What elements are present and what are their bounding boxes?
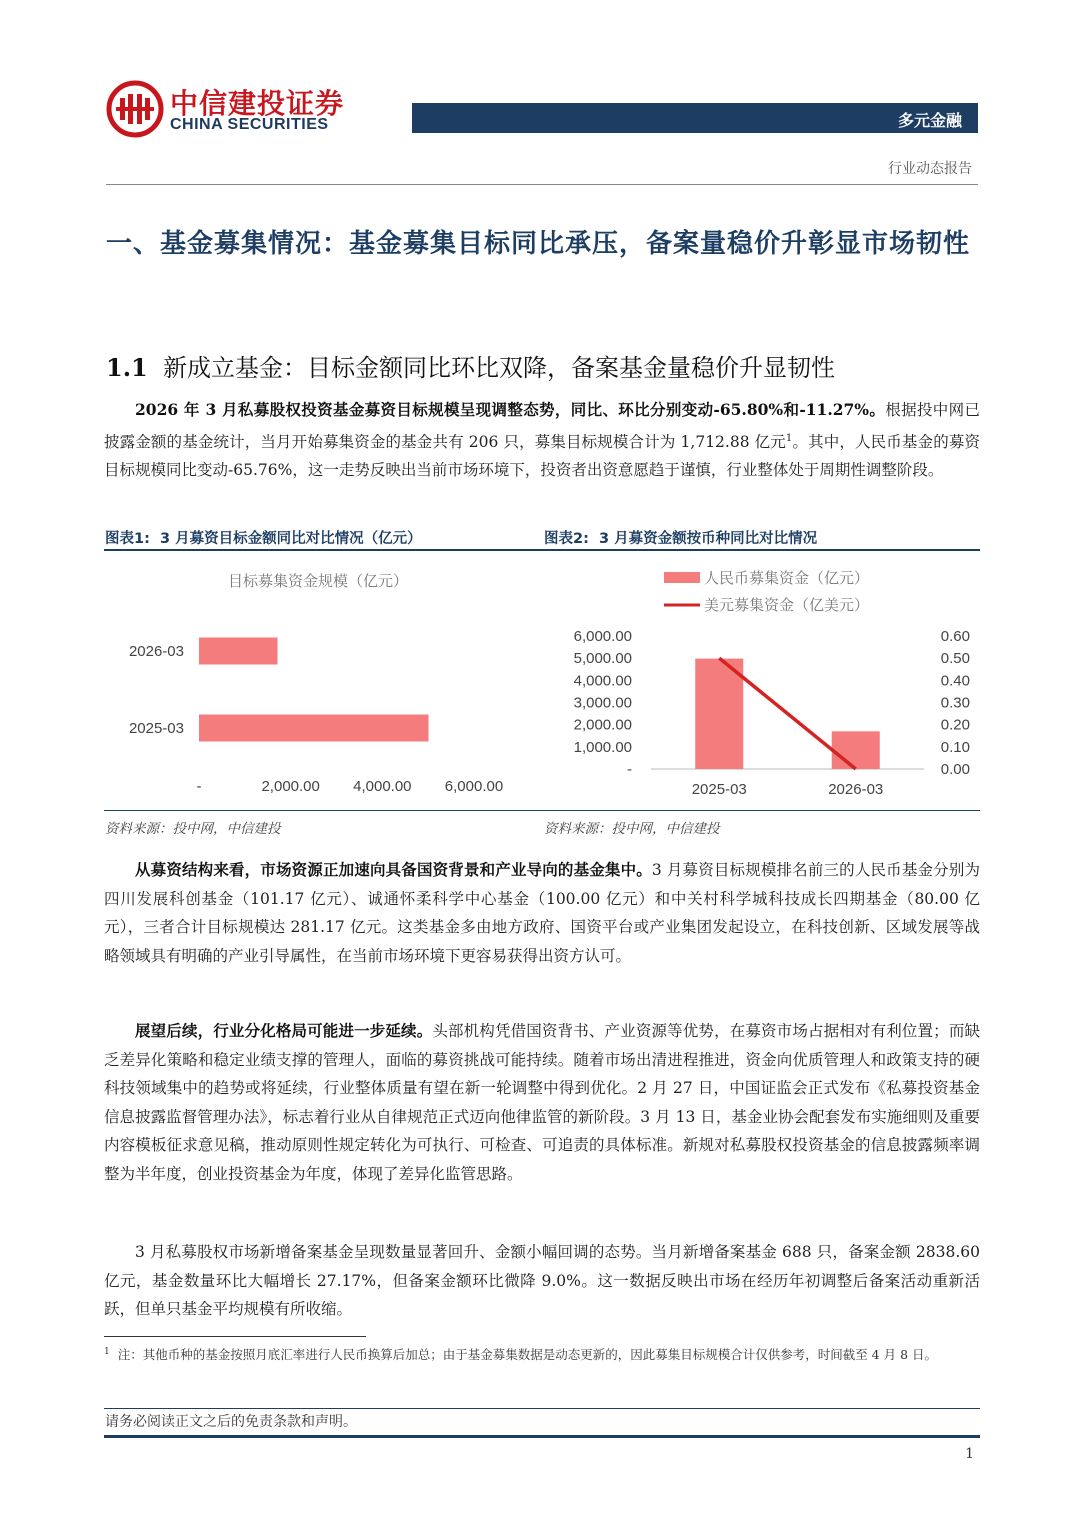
figure1-caption: [105, 527, 422, 548]
sector-banner: [412, 103, 978, 133]
section-heading: 一、基金募集情况：基金募集目标同比承压，备案量稳价升彰显市场韧性: [106, 229, 971, 259]
y-left-tick-label: 3,000.00: [573, 694, 632, 712]
paragraph-text: 。其中，人民币基金的募资目标规模同比变动-65.76%，这一走势反映出当前市场环境下，投资者出资意愿趋于谨慎，行业整体处于周期性调整阶段。: [104, 432, 980, 480]
chart-currency-fundraising: [544, 556, 980, 806]
disclaimer: 请务必阅读正文之后的免责条款和声明。: [105, 1414, 357, 1430]
category-label: 2025-03: [691, 781, 747, 798]
y-left-tick-label: 1,000.00: [573, 738, 632, 756]
x-tick-label: 6,000.00: [444, 778, 504, 795]
footnote-marker: 1: [104, 1347, 110, 1357]
paragraph-lead: 2026 年 3 月私募股权投资基金募资目标规模呈现调整态势，同比、环比分别变动-65.80%和-11.27%。: [135, 400, 886, 419]
y-left-tick-label: 4,000.00: [573, 672, 632, 690]
bar: [199, 638, 278, 665]
footnote-text: 注：其他币种的基金按照月底汇率进行人民币换算后加总；由于基金募集数据是动态更新的，因此募集目标规模合计仅供参考，时间截至 4 月 8 日。: [117, 1347, 937, 1363]
subsection-heading: [106, 348, 835, 383]
y-left-tick-label: 5,000.00: [573, 650, 632, 668]
category-label: 2026-03: [828, 781, 884, 798]
logo-icon: [106, 80, 164, 138]
figure1-source: 资料来源：投中网，中信建投: [105, 821, 281, 837]
figure1-label: 图表1:: [105, 531, 150, 547]
subsection-number: 1.1: [106, 353, 148, 382]
legend-label-usd: 美元募集资金（亿美元）: [704, 597, 870, 614]
category-label: 2025-03: [128, 720, 184, 737]
page-number: 1: [965, 1446, 974, 1462]
footer-divider: [104, 1408, 980, 1409]
legend-label-rmb: 人民币募集资金（亿元）: [704, 570, 870, 587]
paragraph: [104, 1017, 980, 1188]
paragraph: [104, 856, 980, 970]
y-right-tick-label: 0.50: [940, 650, 970, 668]
figure2-label: 图表2:: [544, 531, 589, 547]
paragraph-text: 根据投中网已披露金额的基金统计，当月开始募集资金的基金共有 206 只，募集目标规模合计为 1,712.88 亿元: [104, 401, 980, 451]
chart1-title: 目标募集资金规模（亿元）: [227, 573, 409, 590]
figure-bottom-rule: [104, 810, 980, 811]
bar: [199, 715, 429, 742]
figure-top-rule: [104, 549, 980, 551]
paragraph-lead: 展望后续，行业分化格局可能进一步延续。: [135, 1021, 433, 1040]
y-right-tick-label: 0.20: [940, 716, 970, 734]
y-right-tick-label: 0.40: [940, 672, 970, 690]
legend-swatch-rmb: [664, 572, 700, 583]
x-tick-label: 2,000.00: [261, 778, 320, 795]
y-right-tick-label: 0.10: [940, 738, 970, 756]
x-tick-label: -: [196, 778, 202, 795]
header-divider: [106, 184, 978, 185]
y-right-tick-label: 0.30: [940, 694, 970, 712]
brand-name-en: CHINA SECURITIES: [170, 116, 329, 133]
y-left-tick-label: 6,000.00: [573, 628, 632, 645]
bar: [695, 659, 743, 769]
footnote-divider: [104, 1336, 366, 1337]
y-left-tick-label: -: [627, 761, 632, 778]
y-right-tick-label: 0.00: [940, 761, 970, 778]
subsection-title: 新成立基金：目标金额同比环比双降，备案基金量稳价升显韧性: [163, 354, 836, 382]
chart-target-fundraising: [104, 556, 536, 806]
footer-rule: [104, 1435, 980, 1438]
bar: [832, 731, 880, 769]
figure2-source: 资料来源：投中网，中信建投: [544, 821, 720, 837]
category-label: 2026-03: [128, 643, 184, 660]
paragraph-lead: 从募资结构来看，市场资源正加速向具备国资背景和产业导向的基金集中。: [135, 860, 652, 879]
x-tick-label: 4,000.00: [353, 778, 412, 795]
report-type: 行业动态报告: [888, 161, 972, 177]
footnote-ref: 1: [785, 432, 793, 444]
figure2-title: 3 月募资金额按币种同比对比情况: [599, 531, 818, 547]
y-left-tick-label: 2,000.00: [573, 716, 632, 734]
paragraph: [104, 1238, 980, 1324]
paragraph-text: 3 月私募股权市场新增备案基金呈现数量显著回升、金额小幅回调的态势。当月新增备案基金 688 只，备案金额 2838.60 亿元，基金数量环比大幅增长 27.17%，但备案金额环比微降 9.0%。这一数据反映出市场在经历年初调整后备案活动重新活跃，但单只基金平均规模有所收缩。: [104, 1243, 980, 1318]
figure1-title: 3 月募资目标金额同比对比情况（亿元）: [160, 531, 422, 547]
figure2-caption: [544, 527, 817, 548]
footnote: [104, 1342, 980, 1365]
paragraph: [104, 396, 980, 485]
paragraph-text: 头部机构凭借国资背书、产业资源等优势，在募资市场占据相对有利位置；而缺乏差异化策略和稳定业绩支撑的管理人，面临的募资挑战可能持续。随着市场出清进程推进，资金向优质管理人和政策支持的硬科技领域集中的趋势或将延续，行业整体质量有望在新一轮调整中得到优化。2 月 27 日，中国证监会正式发布《私募投资基金信息披露监督管理办法》，标志着行业从自律规范正式迈向他律监管的新阶段。3 月 13 日，基金业协会配套发布实施细则及重要内容模板征求意见稿，推动原则性规定转化为可执行、可检查、可追责的具体标准。新规对私募股权投资基金的信息披露频率调整为半年度，创业投资基金为年度，体现了差异化监管思路。: [104, 1022, 980, 1183]
y-right-tick-label: 0.60: [940, 628, 970, 645]
paragraph-text: 3 月募资目标规模排名前三的人民币基金分别为四川发展科创基金（101.17 亿元）、诚通怀柔科学中心基金（100.00 亿元）和中关村科学城科技成长四期基金（80.00 亿元），三者合计目标规模达 281.17 亿元。这类基金多由地方政府、国资平台或产业集团发起设立，在科技创新、区域发展等战略领域具有明确的产业引导属性，在当前市场环境下更容易获得出资方认可。: [104, 861, 980, 965]
brand-name-cn: 中信建投证券: [170, 87, 345, 120]
sector-label: 多元金融: [897, 111, 962, 130]
